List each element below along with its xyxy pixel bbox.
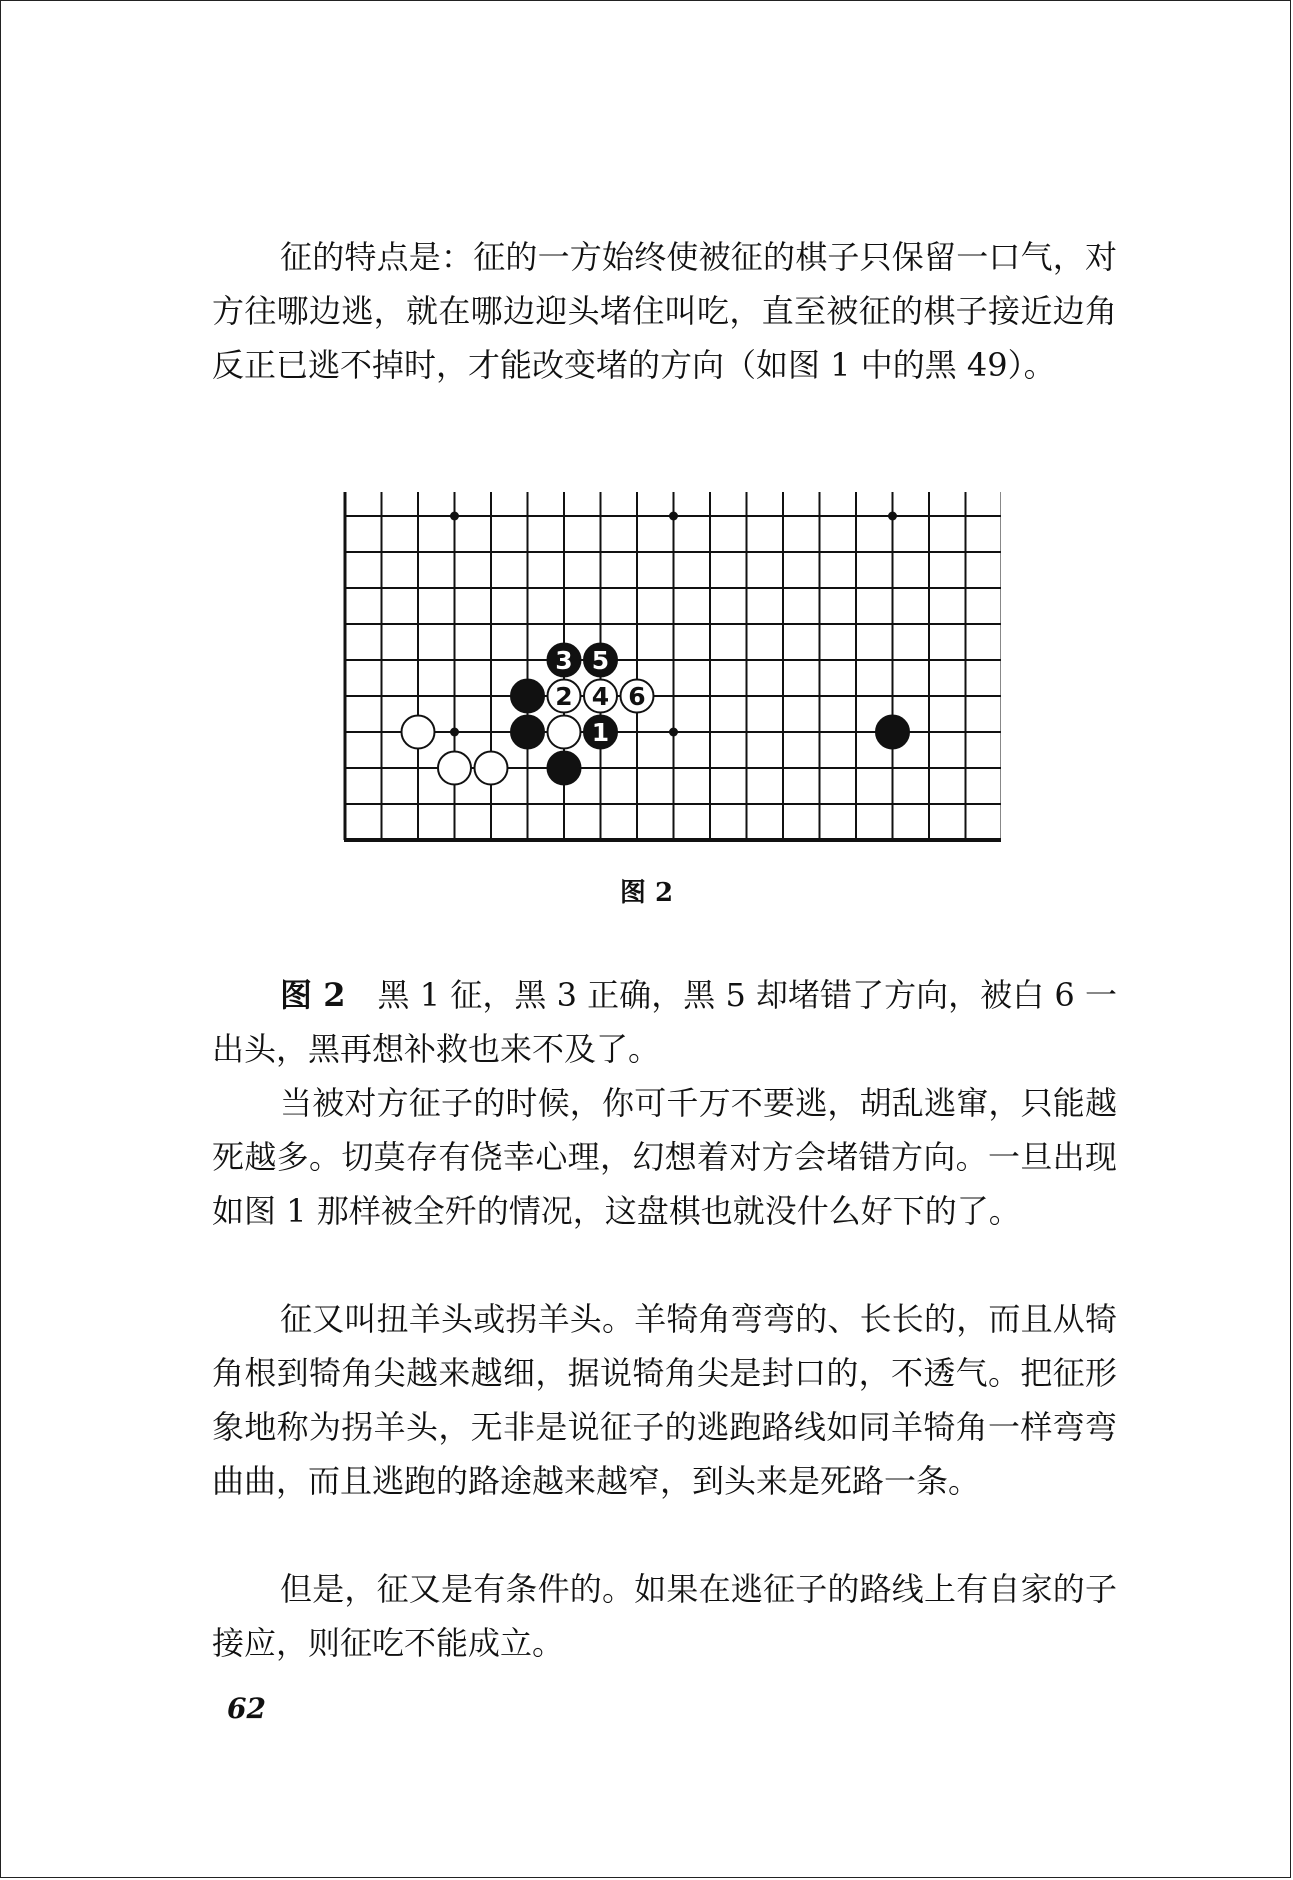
figure-2-text: 黑 1 征，黑 3 正确，黑 5 却堵错了方向，被白 6 一出头，黑再想补救也来不及了。 — [212, 976, 1117, 1068]
page-number: 62 — [227, 1692, 266, 1725]
paragraph-ram-horn: 征又叫扭羊头或拐羊头。羊犄角弯弯的、长长的，而且从犄角根到犄角尖越来越细，据说犄角尖是封口的，不透气。把征形象地称为拐羊头，无非是说征子的逃跑路线如同羊犄角一样弯弯曲曲，而且逃跑的路途越来越窄，到头来是死路一条。 — [212, 1300, 1117, 1500]
star-point — [450, 512, 459, 521]
intro-paragraph: 征的特点是：征的一方始终使被征的棋子只保留一口气，对方往哪边逃，就在哪边迎头堵住叫吃，直至被征的棋子接近边角反正已逃不掉时，才能改变堵的方向（如图 1 中的黑 49）。 — [212, 238, 1117, 384]
star-point — [669, 728, 678, 737]
stone-move-number: 5 — [591, 646, 610, 675]
stone-move-number: 2 — [555, 682, 573, 711]
star-point — [888, 512, 897, 521]
white-stone — [475, 752, 508, 785]
black-stone — [511, 680, 544, 713]
paragraph-escape-advice: 当被对方征子的时候，你可千万不要逃，胡乱逃窜，只能越死越多。切莫存有侥幸心理，幻想着对方会堵错方向。一旦出现如图 1 那样被全歼的情况，这盘棋也就没什么好下的了。 — [212, 1084, 1117, 1230]
paragraph-conditions: 但是，征又是有条件的。如果在逃征子的路线上有自家的子接应，则征吃不能成立。 — [212, 1570, 1117, 1662]
figure-2-label: 图 2 — [280, 976, 346, 1014]
black-stone — [876, 716, 909, 749]
black-stone — [511, 716, 544, 749]
go-board-diagram — [335, 492, 1001, 850]
white-stone — [402, 716, 435, 749]
white-stone — [438, 752, 471, 785]
star-point — [450, 728, 459, 737]
stone-move-number: 6 — [628, 682, 646, 711]
figure-2-explanation — [212, 968, 1117, 1076]
stone-move-number: 1 — [591, 718, 610, 747]
stone-move-number: 3 — [555, 646, 573, 675]
black-stone — [548, 752, 581, 785]
star-point — [669, 512, 678, 521]
figure-caption: 图 2 — [619, 878, 674, 908]
stone-move-number: 4 — [591, 682, 610, 711]
white-stone — [548, 716, 581, 749]
